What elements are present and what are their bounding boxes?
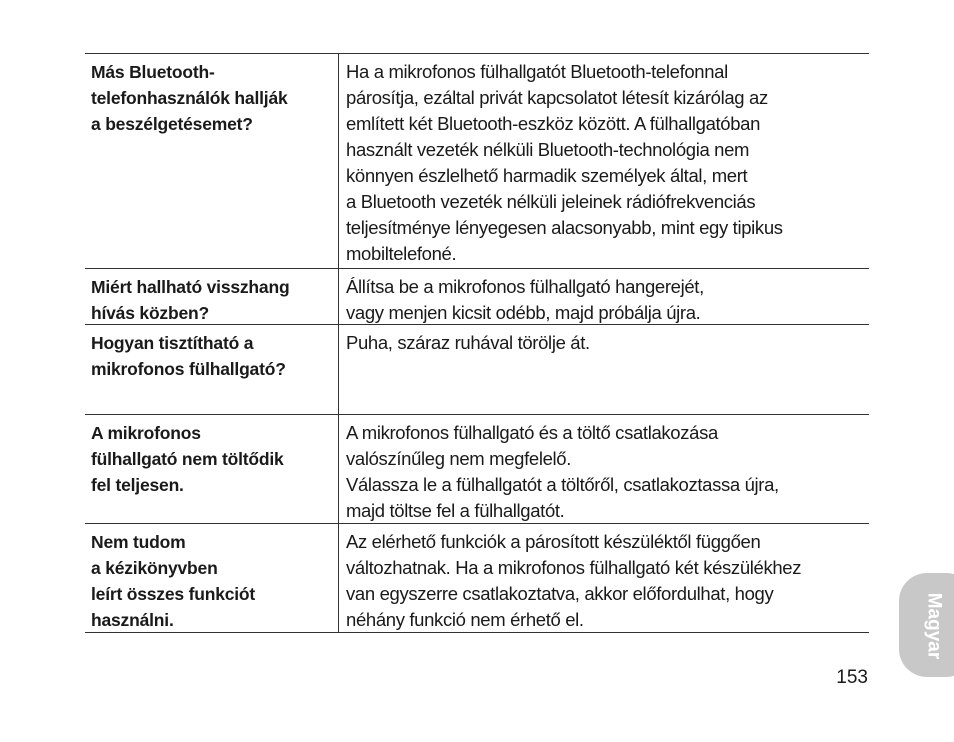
page-number: 153	[836, 667, 868, 688]
faq-answer: Az elérhető funkciók a párosított készüléktől függően változhatnak. Ha a mikrofonos fülhallgató két készülékhez van egyszerre csatlakoztatva, akkor előfordulhat, hogy néhány funkció nem érhető el.	[346, 531, 802, 630]
faq-table	[85, 53, 869, 633]
faq-question: A mikrofonos fülhallgató nem töltődik fel teljesen.	[85, 415, 339, 523]
language-tab-label: Magyar	[923, 592, 944, 660]
faq-row	[85, 325, 869, 415]
faq-row	[85, 524, 869, 633]
faq-row	[85, 54, 869, 269]
faq-question: Nem tudom a kézikönyvben leírt összes funkciót használni.	[85, 524, 339, 632]
faq-row	[85, 269, 869, 325]
faq-question: Hogyan tisztítható a mikrofonos fülhallgató?	[85, 325, 339, 414]
faq-answer: A mikrofonos fülhallgató és a töltő csatlakozása valószínűleg nem megfelelő. Válassza le a fülhallgatót a töltőről, csatlakoztassa újra, majd töltse fel a fülhallgatót.	[346, 422, 779, 521]
faq-question: Miért hallható visszhang hívás közben?	[85, 269, 339, 324]
faq-answer: Ha a mikrofonos fülhallgatót Bluetooth-telefonnal párosítja, ezáltal privát kapcsolatot létesít kizárólag az említett két Bluetooth-eszköz között. A fülhallgatóban használt vezeték nélküli Bluetooth-technológia nem könnyen észlelhető harmadik személyek által, mert a Bluetooth vezeték nélküli jeleinek rádiófrekvenciás teljesítménye lényegesen alacsonyabb, mint egy tipikus mobiltelefoné.	[346, 61, 783, 264]
faq-answer: Állítsa be a mikrofonos fülhallgató hangerejét, vagy menjen kicsit odébb, majd próbálja újra.	[346, 276, 704, 323]
faq-row	[85, 415, 869, 524]
faq-question: Más Bluetooth- telefonhasználók hallják a beszélgetésemet?	[85, 54, 339, 268]
faq-answer: Puha, száraz ruhával törölje át.	[346, 332, 590, 353]
